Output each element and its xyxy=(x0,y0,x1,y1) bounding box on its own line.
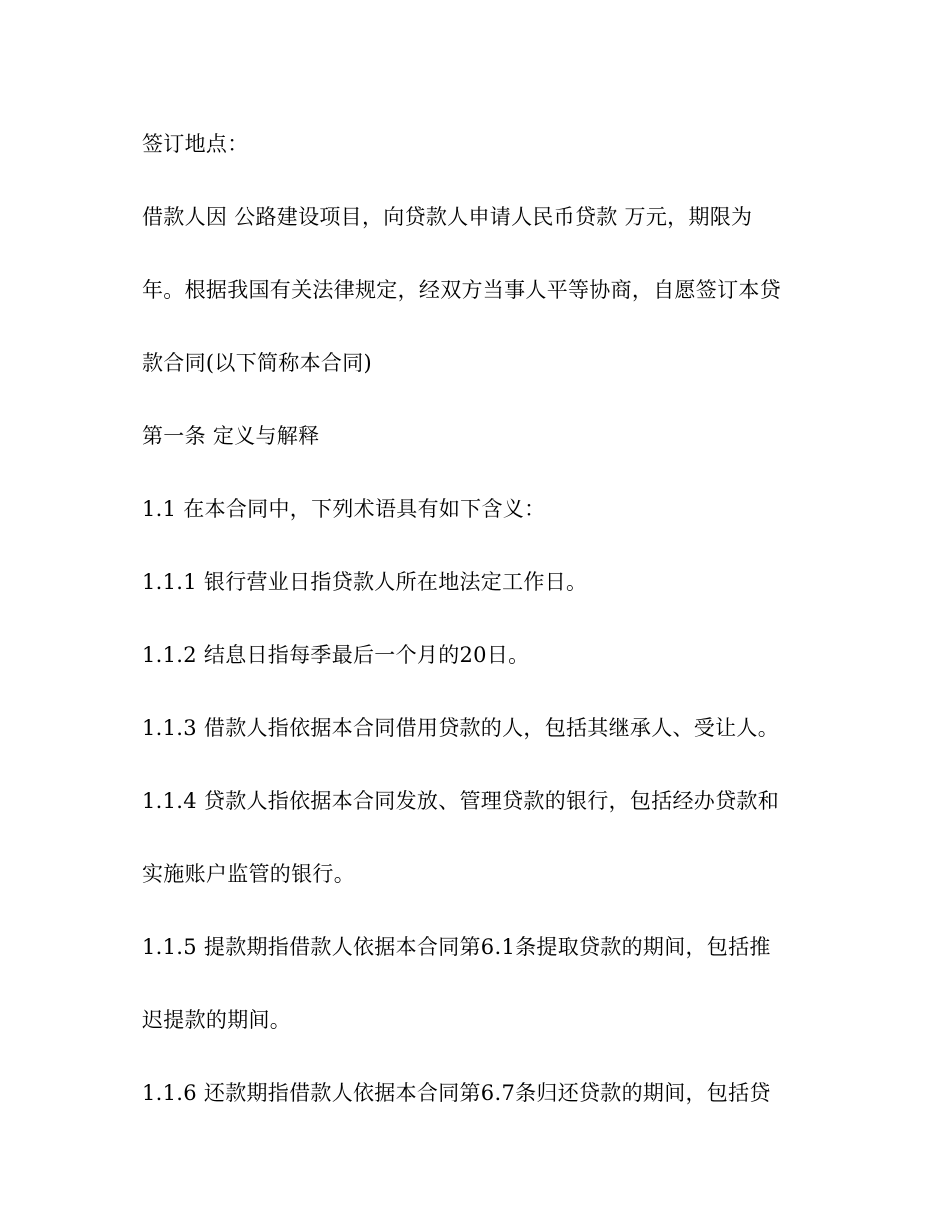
clause-1-1-3: 1.1.3 借款人指依据本合同借用贷款的人，包括其继承人、受让人。 xyxy=(142,716,780,740)
preamble-line-2: 年。根据我国有关法律规定，经双方当事人平等协商，自愿签订本贷 xyxy=(142,278,781,302)
clause-1-1-5-line-2: 迟提款的期间。 xyxy=(142,1008,292,1032)
clause-1-1-5-line-1: 1.1.5 提款期指借款人依据本合同第6.1条提取贷款的期间，包括推 xyxy=(142,935,771,959)
clause-1-1-4-line-2: 实施账户监管的银行。 xyxy=(142,862,355,886)
article-1-heading: 第一条 定义与解释 xyxy=(142,424,320,448)
preamble-line-3: 款合同(以下简称本合同) xyxy=(142,351,372,375)
clause-1-1-2: 1.1.2 结息日指每季最后一个月的20日。 xyxy=(142,643,530,667)
preamble-line-1: 借款人因 公路建设项目，向贷款人申请人民币贷款 万元，期限为 xyxy=(142,205,753,229)
clause-1-1-1: 1.1.1 银行营业日指贷款人所在地法定工作日。 xyxy=(142,570,588,594)
clause-1-1-6-line-1: 1.1.6 还款期指借款人依据本合同第6.7条归还贷款的期间，包括贷 xyxy=(142,1081,771,1105)
clause-1-1: 1.1 在本合同中，下列术语具有如下含义： xyxy=(142,497,546,521)
clause-1-1-4-line-1: 1.1.4 贷款人指依据本合同发放、管理贷款的银行，包括经办贷款和 xyxy=(142,789,780,813)
signing-place-label: 签订地点： xyxy=(142,132,249,156)
